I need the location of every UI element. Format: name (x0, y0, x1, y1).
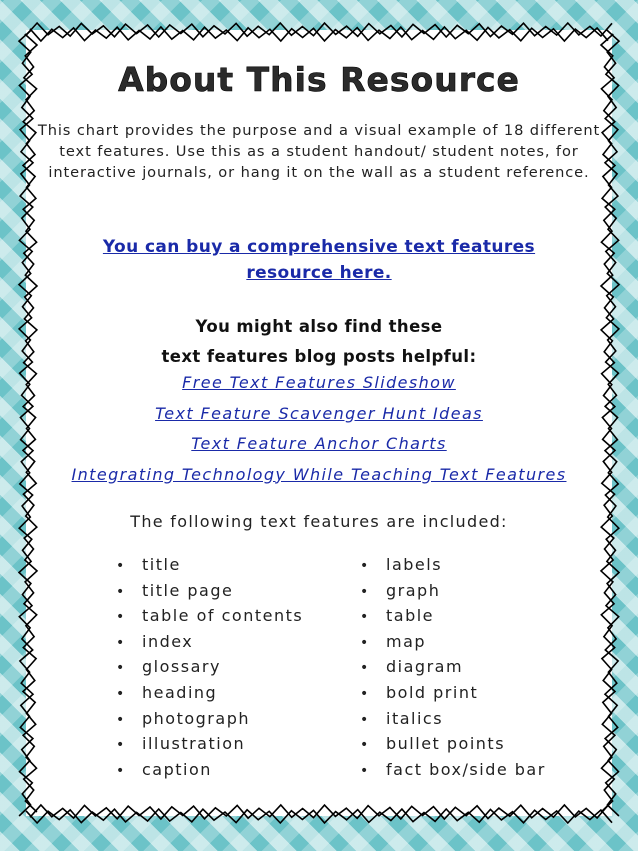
also-find-line-1: You might also find these (195, 317, 443, 336)
list-item: • fact box/side bar (360, 757, 546, 783)
list-item: • diagram (360, 654, 546, 680)
list-item: • photograph (116, 706, 303, 732)
buy-resource-link[interactable]: You can buy a comprehensive text features resource here. (102, 237, 536, 283)
blog-link-scavenger-hunt[interactable]: Text Feature Scavenger Hunt Ideas (155, 403, 483, 423)
bullet-icon: • (360, 737, 370, 754)
list-item: • graph (360, 578, 546, 604)
list-item: • bullet points (360, 731, 546, 757)
bullet-icon: • (360, 685, 370, 702)
blog-link-anchor-charts[interactable]: Text Feature Anchor Charts (191, 434, 447, 453)
also-find-text (26, 312, 612, 372)
page-title: About This Resource (118, 60, 520, 99)
list-item: • table (360, 603, 546, 629)
included-heading: The following text features are included: (130, 512, 508, 531)
list-item: • map (360, 629, 546, 655)
bullet-icon: • (360, 583, 370, 600)
list-item: • glossary (116, 654, 303, 680)
intro-paragraph: This chart provides the purpose and a visual example of 18 different text features. Use this as a student handout/ student notes, for interactive journals, or hang it on the wall as a student reference. (37, 122, 601, 181)
bullet-icon: • (116, 660, 126, 677)
list-item: • italics (360, 706, 546, 732)
list-item: • index (116, 629, 303, 655)
bullet-icon: • (116, 609, 126, 626)
list-item: • heading (116, 680, 303, 706)
list-item: • bold print (360, 680, 546, 706)
bullet-icon: • (116, 762, 126, 779)
features-list-left (116, 552, 303, 782)
bullet-icon: • (116, 583, 126, 600)
list-item: • illustration (116, 731, 303, 757)
blog-link-slideshow[interactable]: Free Text Features Slideshow (182, 373, 456, 392)
bullet-icon: • (360, 634, 370, 651)
also-find-line-2: text features blog posts helpful: (161, 347, 477, 366)
features-list-right (360, 552, 546, 782)
list-item: • table of contents (116, 603, 303, 629)
bullet-icon: • (360, 660, 370, 677)
bullet-icon: • (116, 737, 126, 754)
list-item: • title page (116, 578, 303, 604)
blog-link-integrating-technology[interactable]: Integrating Technology While Teaching Text Features (71, 464, 567, 484)
bullet-icon: • (360, 711, 370, 728)
bullet-icon: • (116, 558, 126, 574)
bullet-icon: • (116, 634, 126, 651)
list-item: • caption (116, 757, 303, 783)
bullet-icon: • (360, 762, 370, 779)
bullet-icon: • (116, 685, 126, 702)
bullet-icon: • (360, 609, 370, 626)
bullet-icon: • (116, 711, 126, 728)
list-item: • labels (360, 552, 546, 578)
list-item: • title (116, 552, 303, 578)
bullet-icon: • (360, 558, 370, 574)
resource-page (26, 30, 612, 816)
blog-links-list (26, 368, 612, 490)
